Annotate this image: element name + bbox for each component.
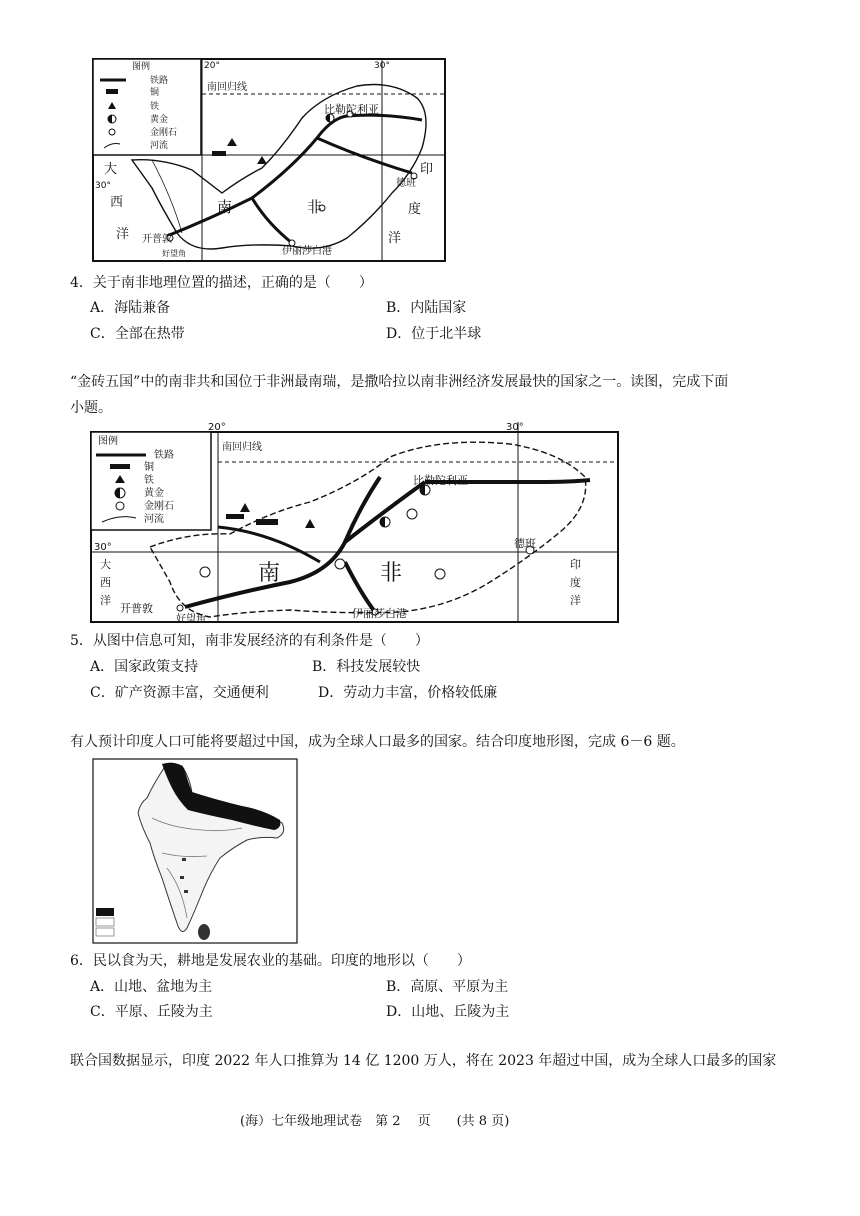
degree-30: 30° (374, 61, 390, 71)
city-cape-good-hope: 好望角 (162, 249, 186, 258)
ocean2-indian-1: 印 (570, 558, 581, 571)
degree-20: 20° (204, 61, 220, 71)
tropic2-label: 南回归线 (222, 442, 262, 453)
q6-option-a[interactable]: A．山地、盆地为主 (90, 979, 213, 995)
q5-stem: 5．从图中信息可知，南非发展经济的有利条件是（ ） (70, 633, 429, 649)
q4-option-d[interactable]: D．位于北半球 (386, 326, 482, 342)
intro5-line1: “金砖五国”中的南非共和国位于非洲最南瑞，是撒哈拉以南非洲经济发展最快的国家之一。读图，完成下面 (70, 374, 729, 390)
city2-capetown: 开普敦 (120, 602, 153, 615)
legend-river: 河流 (150, 141, 169, 151)
legend2-copper: 铜 (144, 462, 154, 473)
degree2-30s: 30° (94, 542, 112, 553)
ocean-atlantic-1: 大 (104, 162, 118, 177)
ocean-indian-2: 度 (408, 202, 422, 217)
ocean2-indian-2: 度 (570, 576, 581, 589)
country-nan: 南 (217, 198, 233, 216)
city-durban: 德班 (396, 178, 416, 189)
map-south-africa-2 (90, 422, 620, 624)
country2-nan: 南 (258, 561, 281, 586)
q4-option-a[interactable]: A．海陆兼备 (90, 300, 171, 316)
legend2-gold: 黄金 (144, 488, 164, 499)
q6-option-d[interactable]: D．山地、丘陵为主 (386, 1004, 510, 1020)
legend-diamond: 金刚石 (150, 128, 178, 138)
degree2-20: 20° (208, 422, 226, 433)
map-south-africa-1 (92, 58, 446, 262)
city2-cape-good-hope: 好望角 (176, 614, 206, 624)
map-india-terrain (92, 758, 298, 944)
legend2-river: 河流 (144, 514, 164, 525)
ocean-indian-3: 洋 (388, 231, 402, 246)
q6-stem: 6．民以食为天，耕地是发展农业的基础。印度的地形以（ ） (70, 953, 471, 969)
q5-option-d[interactable]: D．劳动力丰富，价格较低廉 (318, 685, 498, 701)
q6-option-b[interactable]: B．高原、平原为主 (386, 979, 509, 995)
ocean2-atlantic-1: 大 (100, 558, 111, 571)
legend-gold: 黄金 (150, 115, 169, 125)
ocean2-atlantic-3: 洋 (100, 594, 111, 607)
legend2-iron: 铁 (144, 475, 154, 486)
q4-option-b[interactable]: B．内陆国家 (386, 300, 467, 316)
q4-option-c[interactable]: C．全部在热带 (90, 326, 185, 342)
legend-railway: 铁路 (150, 76, 169, 86)
ocean-atlantic-2: 西 (110, 195, 124, 210)
q5-option-c[interactable]: C．矿产资源丰富，交通便利 (90, 685, 269, 701)
legend-copper: 铜 (150, 88, 160, 98)
tropic-label: 南回归线 (207, 82, 247, 93)
city-pretoria: 比勒陀利亚 (324, 103, 379, 116)
q5-option-b[interactable]: B．科技发展较快 (312, 659, 421, 675)
un-data-note: 联合国数据显示，印度 2022 年人口推算为 14 亿 1200 万人，将在 2023 年超过中国，成为全球人口最多的国家 (70, 1053, 777, 1069)
city2-durban: 德班 (514, 537, 536, 550)
legend-title: 图例 (132, 62, 151, 72)
ocean2-indian-3: 洋 (570, 594, 581, 607)
country2-fei: 非 (380, 561, 403, 586)
legend2-diamond: 金刚石 (144, 501, 174, 512)
page-footer: (海）七年级地理试卷 第 2 页 (共 8 页) (240, 1114, 510, 1129)
legend-iron: 铁 (150, 102, 160, 112)
legend2-railway: 铁路 (154, 450, 174, 461)
q5-option-a[interactable]: A．国家政策支持 (90, 659, 199, 675)
city2-pretoria: 比勒陀利亚 (413, 474, 468, 487)
degree-30s: 30° (95, 181, 111, 191)
country-fei: 非 (307, 198, 323, 216)
city-port-elizabeth: 伊丽莎白港 (282, 246, 332, 257)
ocean-atlantic-3: 洋 (116, 227, 130, 242)
q6-option-c[interactable]: C．平原、丘陵为主 (90, 1004, 213, 1020)
legend2-title: 图例 (98, 436, 118, 447)
intro6-line1: 有人预计印度人口可能将要超过中国，成为全球人口最多的国家。结合印度地形图，完成 6－6 题。 (70, 734, 685, 750)
intro5-line2: 小题。 (70, 400, 112, 416)
city2-port-elizabeth: 伊丽莎白港 (352, 607, 407, 620)
ocean2-atlantic-2: 西 (100, 576, 111, 589)
degree2-30: 30° (506, 422, 524, 433)
ocean-indian-1: 印 (420, 162, 434, 177)
q4-stem: 4．关于南非地理位置的描述，正确的是（ ） (70, 275, 373, 291)
city-capetown: 开普敦 (142, 234, 172, 245)
